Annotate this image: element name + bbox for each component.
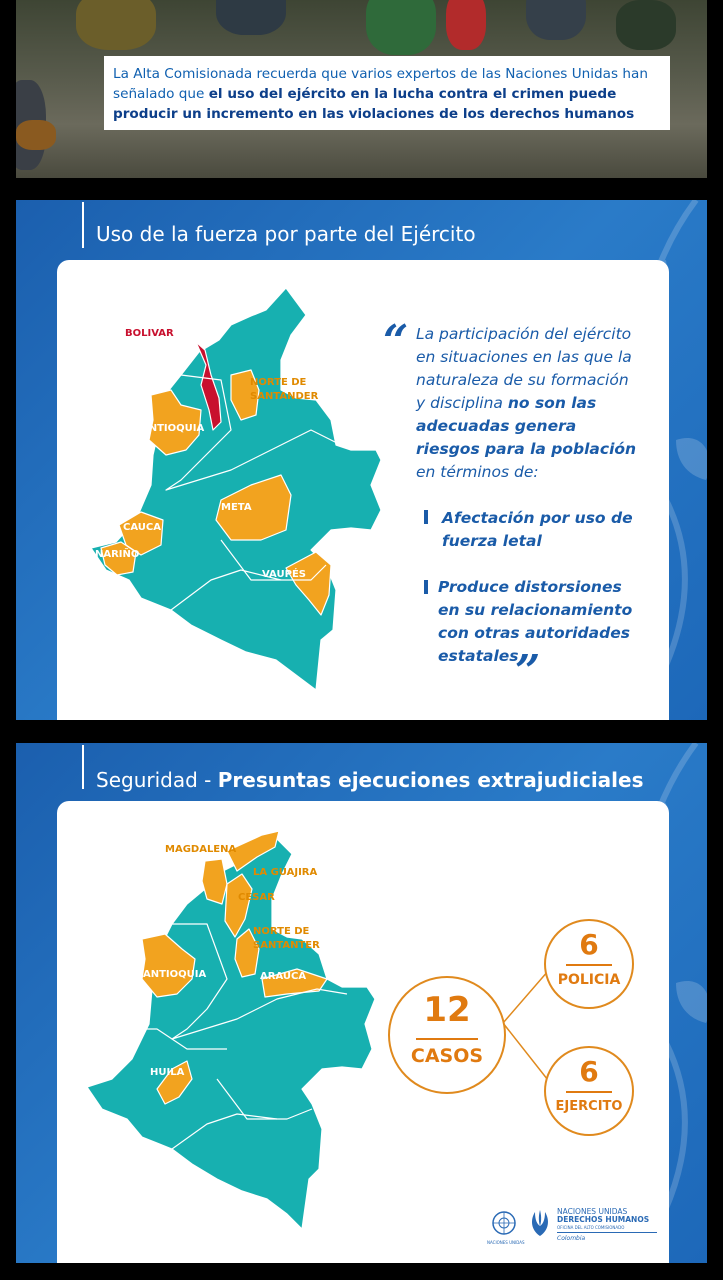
map-label-la-guajira: LA GUAJIRA: [253, 867, 318, 878]
slide-extrajudicial-executions: [16, 743, 707, 1263]
army-quote-text-end: en términos de:: [416, 463, 539, 481]
total-cases-value: 12: [423, 990, 471, 1030]
map-label-antioquia: ANTIOQUIA: [141, 423, 205, 434]
title-accent-bar: [82, 202, 84, 248]
slide-title: Uso de la fuerza por parte del Ejército: [96, 222, 476, 246]
content-card: [57, 801, 669, 1263]
map-label-antioquia: ANTIOQUIA: [143, 969, 207, 980]
un-emblem-icon: [491, 1210, 517, 1236]
map-label-magdalena: MAGDALENA: [165, 844, 237, 855]
map-label-norte-santander-line1: NORTE DE: [250, 377, 307, 388]
photo-banner: [16, 0, 707, 178]
map-country-body: [91, 288, 381, 690]
photo-figure: [76, 0, 156, 50]
army-quote-bold: no son las adecuadas genera riesgos para la población: [416, 394, 637, 458]
map-label-cauca: CAUCA: [123, 522, 161, 533]
slide-title: [96, 768, 644, 792]
photo-figure: [616, 0, 676, 50]
ohchr-name-line3: OFICINA DEL ALTO COMISIONADO: [557, 1225, 625, 1230]
slide-title-bold: Presuntas ejecuciones extrajudiciales: [217, 768, 644, 792]
total-cases-label: CASOS: [410, 1045, 484, 1067]
title-accent-bar: [82, 745, 84, 789]
circle-divider: [416, 1038, 478, 1040]
police-cases-label: POLICIA: [557, 972, 621, 988]
map-label-norte-santander-line2: SANTANDER: [250, 391, 319, 402]
police-cases-circle: [544, 919, 634, 1009]
content-card: [57, 260, 669, 720]
map-label-vaupes: VAUPÉS: [262, 569, 306, 580]
army-quote-text: La participación del ejército en situaciones en las que la naturaleza de su formación y disciplina: [416, 325, 632, 412]
bullet-marker: [424, 580, 428, 594]
map-label-meta: META: [221, 502, 252, 513]
army-cases-circle: [544, 1046, 634, 1136]
map-label-cesar: CESAR: [238, 892, 275, 903]
colombia-map: [87, 829, 387, 1249]
ohchr-country: Colombia: [557, 1235, 586, 1242]
army-quote: [416, 323, 641, 484]
army-cases-value: 6: [579, 1055, 599, 1088]
map-label-narino: NARIÑO: [95, 549, 140, 560]
slide-use-of-force: [16, 200, 707, 720]
photo-figure: [446, 0, 486, 50]
quote-text-bold: el uso del ejército en la lucha contra el crimen puede producir un incremento en las violaciones de los derechos humanos: [113, 86, 635, 122]
open-quote-icon: “: [383, 316, 409, 367]
quote-text: La Alta Comisionada recuerda que varios expertos de las Naciones Unidas han señalado que: [113, 66, 648, 102]
bullet-marker: [424, 510, 428, 524]
map-label-huila: HUILA: [150, 1067, 185, 1078]
map-label-norte-santander-line1: NORTE DE: [253, 926, 310, 937]
army-cases-label: EJERCITO: [555, 1099, 623, 1114]
close-quote-icon: ”: [515, 646, 541, 697]
un-small-label: NACIONES UNIDAS: [487, 1240, 525, 1245]
map-label-arauca: ARAUCA: [260, 971, 307, 982]
total-cases-circle: [388, 976, 506, 1094]
ohchr-name-line2: DERECHOS HUMANOS: [557, 1215, 650, 1224]
slide-title-prefix: Seguridad -: [96, 768, 218, 792]
un-logos: [487, 1206, 667, 1254]
circle-divider: [566, 964, 612, 966]
commissioner-quote-box: [104, 56, 670, 130]
logo-divider: [557, 1232, 657, 1233]
photo-figure: [526, 0, 586, 40]
bullet-item-lethal-force: Afectación por uso de fuerza letal: [442, 509, 633, 550]
ohchr-emblem-icon: [527, 1208, 553, 1238]
map-label-norte-santander-line2: SANTANTER: [253, 940, 320, 951]
photo-figure: [216, 0, 286, 35]
police-cases-value: 6: [579, 928, 599, 961]
ohchr-name-line1: NACIONES UNIDAS: [557, 1207, 628, 1216]
colombia-map: [81, 280, 401, 700]
map-label-bolivar: BOLIVAR: [125, 328, 174, 339]
bullet-item-distortions: Produce distorsiones en su relacionamiento con otras autoridades estatales: [438, 578, 633, 665]
circle-divider: [566, 1091, 612, 1093]
photo-figure: [366, 0, 436, 55]
photo-boot: [16, 120, 56, 150]
